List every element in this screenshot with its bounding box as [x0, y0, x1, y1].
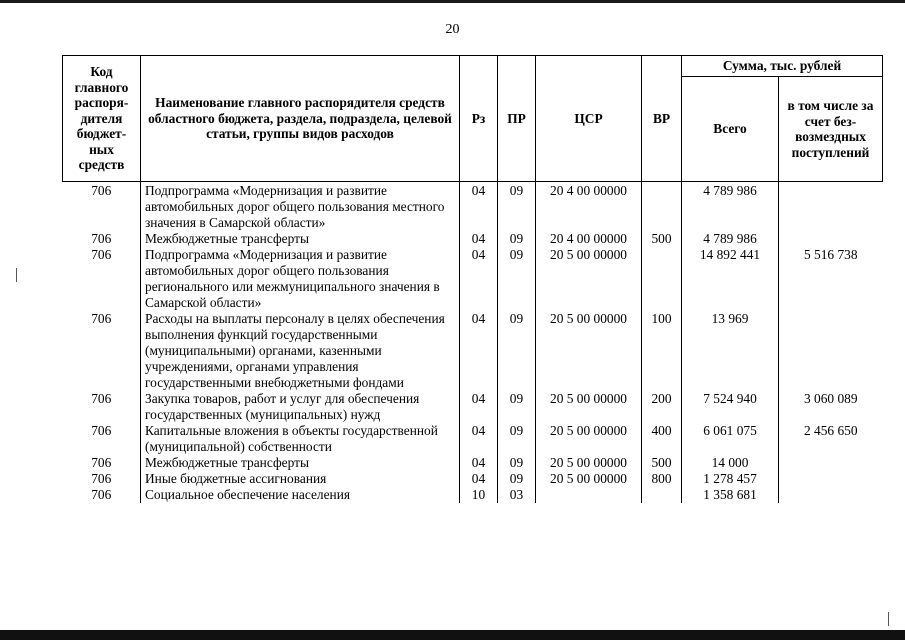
- cell-total: 14 892 441: [699, 247, 761, 262]
- cell-vr: 500: [642, 231, 682, 247]
- cell-free: 3 060 089: [779, 391, 883, 423]
- table-row: [63, 423, 883, 455]
- cell-rz: 04: [471, 471, 486, 486]
- cell-code: 706: [91, 423, 112, 438]
- table-row: [63, 311, 883, 391]
- cell-csr: 20 5 00 00000: [536, 455, 642, 471]
- cell-csr: 20 5 00 00000: [536, 423, 642, 455]
- top-scan-rule: [0, 0, 905, 3]
- table-row: [63, 247, 883, 311]
- cell-name: Подпрограмма «Модернизация и развитие автомобильных дорог общего пользования местного значения в Самарской области»: [141, 182, 460, 232]
- cell-code: 706: [91, 311, 112, 326]
- cell-code: 706: [91, 231, 112, 246]
- cell-name: Социальное обеспечение населения: [141, 487, 460, 503]
- cell-vr: [642, 487, 682, 503]
- cell-total: 4 789 986: [703, 231, 757, 246]
- header-total: Всего: [682, 77, 779, 182]
- cell-name: Подпрограмма «Модернизация и развитие автомобильных дорог общего пользования регионального или межмуниципального значения в Самарской области»: [141, 247, 460, 311]
- bottom-scan-rule: [0, 630, 905, 640]
- header-name: Наименование главного распорядителя средств областного бюджета, раздела, подраздела, целевой статьи, группы видов расходов: [141, 56, 460, 182]
- cell-pr: 03: [498, 487, 536, 503]
- cell-vr: 400: [642, 423, 682, 455]
- cell-vr: 200: [642, 391, 682, 423]
- table-row: [63, 391, 883, 423]
- table-row: [63, 487, 883, 503]
- cell-pr: 09: [498, 311, 536, 391]
- header-sum-group: Сумма, тыс. рублей: [682, 56, 883, 77]
- cell-rz: 04: [471, 231, 486, 246]
- cell-free: [779, 231, 883, 247]
- cell-csr: 20 4 00 00000: [536, 231, 642, 247]
- cell-pr: 09: [498, 247, 536, 311]
- header-csr: ЦСР: [536, 56, 642, 182]
- cell-rz: 04: [471, 247, 486, 262]
- cell-free: [779, 455, 883, 471]
- cell-vr: 100: [642, 311, 682, 391]
- cell-rz: 04: [471, 311, 486, 326]
- cell-code: 706: [91, 487, 112, 502]
- cell-free: [779, 182, 883, 232]
- cell-name: Межбюджетные трансферты: [141, 455, 460, 471]
- cell-code: 706: [91, 455, 112, 470]
- table-body: [63, 182, 883, 504]
- cell-total: 7 524 940: [703, 391, 757, 406]
- cell-vr: [642, 182, 682, 232]
- cell-csr: 20 5 00 00000: [536, 247, 642, 311]
- cell-rz: 04: [471, 455, 486, 470]
- cell-code: 706: [91, 183, 112, 198]
- cell-code: 706: [91, 247, 112, 262]
- cell-rz: 04: [471, 391, 486, 406]
- cell-pr: 09: [498, 182, 536, 232]
- cell-csr: 20 5 00 00000: [536, 391, 642, 423]
- cell-csr: [536, 487, 642, 503]
- cell-name: Расходы на выплаты персоналу в целях обеспечения выполнения функций государственными (муниципальными) органами, казенными учреждениями, органами управления государственными внебюджетными фондами: [141, 311, 460, 391]
- cell-total: 14 000: [711, 455, 749, 470]
- cell-rz: 04: [471, 423, 486, 438]
- cell-rz: 10: [471, 487, 486, 502]
- header-code: Код главного распоря-дителя бюджет-ных средств: [63, 56, 141, 182]
- cell-csr: 20 5 00 00000: [536, 471, 642, 487]
- scan-mark-right: [888, 612, 889, 626]
- page-number: 20: [445, 22, 460, 37]
- header-free: в том числе за счет без-возмездных поступлений: [779, 77, 883, 182]
- cell-name: Иные бюджетные ассигнования: [141, 471, 460, 487]
- header-rz: Рз: [460, 56, 498, 182]
- cell-total: 4 789 986: [703, 183, 757, 198]
- cell-free: [779, 311, 883, 391]
- cell-free: 2 456 650: [779, 423, 883, 455]
- budget-table: [62, 55, 883, 503]
- table-row: [63, 231, 883, 247]
- table-row: [63, 471, 883, 487]
- scan-mark-left: [16, 268, 17, 282]
- table-row: [63, 182, 883, 232]
- cell-code: 706: [91, 391, 112, 406]
- cell-pr: 09: [498, 455, 536, 471]
- cell-vr: 800: [642, 471, 682, 487]
- cell-vr: [642, 247, 682, 311]
- cell-total: 1 278 457: [703, 471, 757, 486]
- cell-name: Закупка товаров, работ и услуг для обеспечения государственных (муниципальных) нужд: [141, 391, 460, 423]
- cell-name: Капитальные вложения в объекты государственной (муниципальной) собственности: [141, 423, 460, 455]
- cell-total: 13 969: [711, 311, 749, 326]
- cell-name: Межбюджетные трансферты: [141, 231, 460, 247]
- header-vr: ВР: [642, 56, 682, 182]
- cell-free: [779, 487, 883, 503]
- cell-csr: 20 4 00 00000: [536, 182, 642, 232]
- table-header: [63, 56, 883, 182]
- cell-code: 706: [91, 471, 112, 486]
- table-row: [63, 455, 883, 471]
- cell-rz: 04: [471, 183, 486, 198]
- cell-free: [779, 471, 883, 487]
- cell-pr: 09: [498, 471, 536, 487]
- cell-csr: 20 5 00 00000: [536, 311, 642, 391]
- cell-total: 1 358 681: [703, 487, 757, 502]
- cell-total: 6 061 075: [703, 423, 757, 438]
- cell-pr: 09: [498, 423, 536, 455]
- cell-pr: 09: [498, 231, 536, 247]
- cell-vr: 500: [642, 455, 682, 471]
- cell-pr: 09: [498, 391, 536, 423]
- header-pr: ПР: [498, 56, 536, 182]
- cell-free: 5 516 738: [779, 247, 883, 311]
